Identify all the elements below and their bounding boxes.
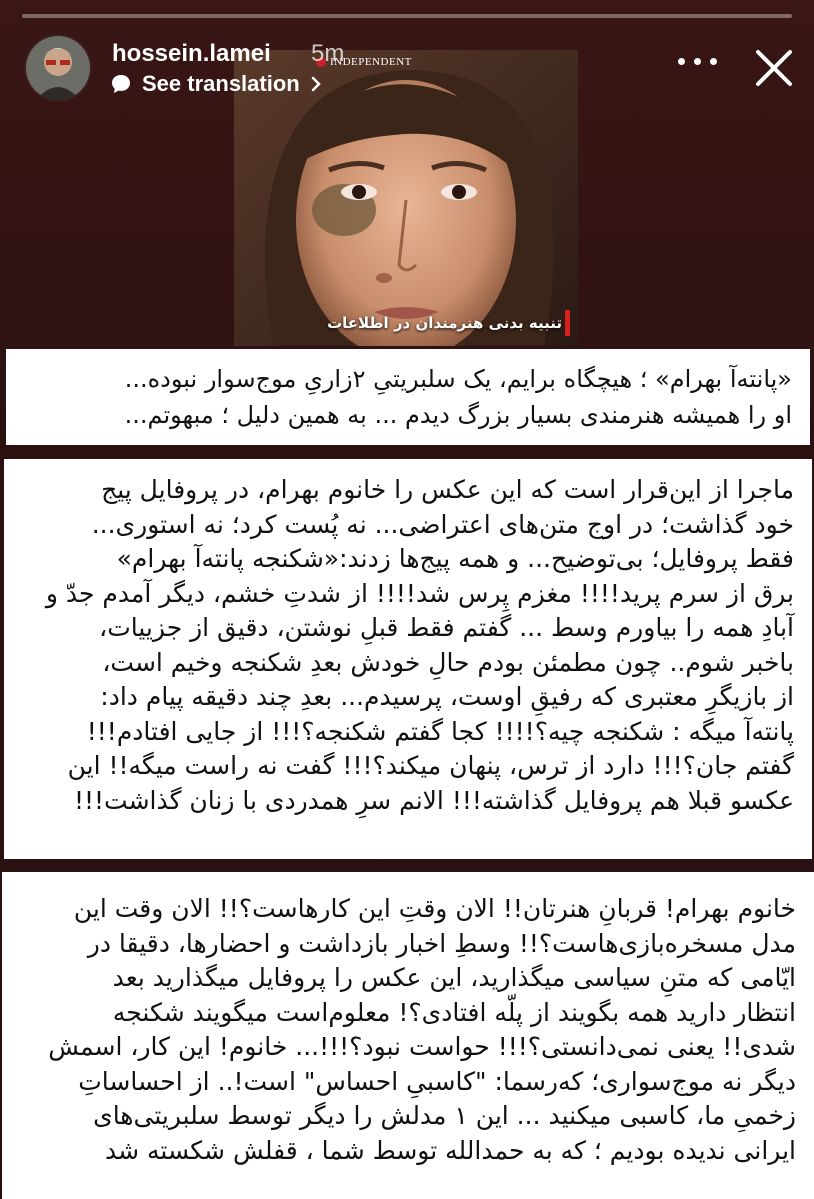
more-options-icon[interactable] (678, 58, 717, 65)
close-icon[interactable] (752, 46, 796, 90)
text-line: خانوم بهرام! قربانِ هنرتان!! الان وقتِ این کارهاست؟!! الان وقت این (73, 894, 796, 923)
username[interactable]: hossein.lamei (112, 40, 271, 67)
text-line: شدی!! یعنی نمی‌دانستی؟!!! حواست نبود؟!!!... خانوم! این کار، اسمش (48, 1032, 796, 1061)
text-block-intro (6, 349, 810, 445)
text-line: ماجرا از این‌قرار است که این عکس را خانوم بهرام، در پروفایل پیج (101, 475, 794, 504)
text-line: گفتم جان؟!!! دارد از ترس، پنهان میکند؟!!! گفت نه راست میگه!! این (67, 751, 794, 780)
text-block-critique (2, 872, 814, 1199)
caption-accent-bar (565, 310, 570, 336)
text-line: دیگر نه موج‌سواری؛ که‌رسما: "کاسبیِ احساس" است!.. از احساساتِ (78, 1066, 796, 1096)
text-line: پانته‌آ میگه : شکنجه چیه؟!!!! کجا گفتم شکنجه؟!!! از جایی افتادم!!! (86, 716, 794, 746)
text-line: فقط پروفایل؛ بی‌توضیح... و همه پیج‌ها زدند:«شکنجه پانته‌آ بهرام» (116, 544, 794, 573)
text-line: خود گذاشت؛ در اوج متن‌های اعتراضی... نه پُست کرد؛ نه استوری... (91, 509, 794, 539)
avatar[interactable] (24, 34, 92, 102)
text-line: عکسو قبلا هم پروفایل گذاشته!!! الانم سرِ همدردی با زنان گذاشت!!! (73, 785, 794, 815)
photo-caption: تنبیه بدنی هنرمندان در اطلاعات (327, 314, 562, 332)
text-line: او را همیشه هنرمندی بسیار بزرگ دیدم ... به همین دلیل ؛ مبهوتم... (124, 401, 792, 429)
text-line: مدل مسخره‌بازی‌هاست؟!! وسطِ اخبار بازداشت و احضارها، دقیقا در (87, 928, 796, 958)
story-progress-bar (22, 14, 792, 18)
text-line: ایّامی که متنِ سیاسی میگذارید، این عکس را پروفایل میگذارید بعد (112, 963, 796, 992)
text-line: از بازیگرِ معتبری که رفیقِ اوست، پرسیدم... بعدِ چند دقیقه پیام داد: (100, 682, 794, 711)
see-translation-link[interactable] (110, 70, 322, 98)
text-line: انتظار دارید همه بگویند از پلّه افتادی؟! معلوم‌است میگویند شکنجه (112, 997, 796, 1027)
text-line: زخمیِ ما، کاسبی میکنید ... این ۱ مدلش را دیگر توسط سلبریتی‌های (93, 1101, 796, 1130)
text-line: «پانته‌آ بهرام» ؛ هیچگاه برایم، یک سلبریتیِ ۲زاریِ موج‌سوار نبوده... (124, 365, 792, 393)
post-time: 5m (311, 40, 345, 67)
see-translation-label: See translation (142, 71, 300, 96)
text-line: ایرانی ندیده بودیم ؛ که به حمدالله توسط شما ، قفلش شکسته شد (104, 1135, 796, 1165)
text-block-story (4, 459, 812, 859)
chevron-right-icon (310, 75, 322, 93)
text-line: باخبر شوم.. چون مطمئن بودم حالِ خودش بعدِ شکنجه وخیم است، (102, 647, 794, 677)
text-line: برق از سرم پرید!!!! مغزم پِرس شد!!!! از شدتِ خشم، دیگر آمدم جدّ و (45, 578, 794, 608)
independent-logo: INDEPENDENT (316, 56, 412, 68)
text-line: آبادِ همه را بیاورم وسط ... گفتم فقط قبلِ نوشتن، دقیق از جزییات، (99, 613, 794, 642)
translate-bubble-icon (110, 73, 132, 95)
